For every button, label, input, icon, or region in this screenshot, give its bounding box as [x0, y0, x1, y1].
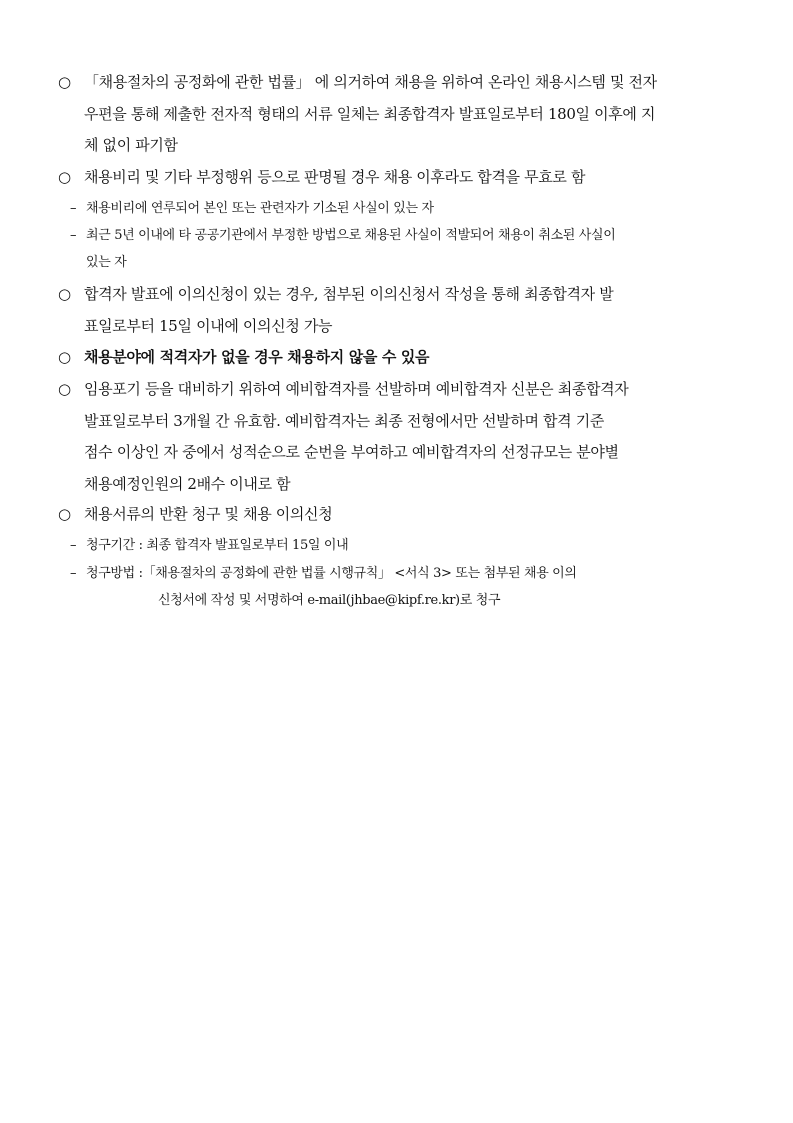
notice-line: 표일로부터 15일 이내에 이의신청 가능: [84, 316, 333, 335]
notice-line: 「채용절차의 공정화에 관한 법률」 에 의거하여 채용을 위하여 온라인 채용시스템 및 전자: [84, 73, 657, 91]
circle-bullet-icon: ○: [58, 348, 72, 366]
sub-line: 채용비리에 연루되어 본인 또는 관련자가 기소된 사실이 있는 자: [86, 201, 434, 216]
circle-bullet-icon: ○: [58, 380, 72, 398]
notice-item-document-disposal: [58, 67, 723, 162]
sub-line: 청구기간 : 최종 합격자 발표일로부터 15일 이내: [86, 538, 349, 553]
dash-bullet-icon: –: [70, 538, 77, 553]
sub-line: 청구방법 :「채용절차의 공정화에 관한 법률 시행규칙」 <서식 3> 또는 첨부된 채용 이의: [86, 566, 577, 581]
notice-line: 채용예정인원의 2배수 이내로 함: [84, 474, 291, 493]
notice-item-hiring-fraud: [58, 162, 723, 194]
notice-line: 우편을 통해 제출한 전자적 형태의 서류 일체는 최종합격자 발표일로부터 180일 이후에 지: [84, 104, 656, 123]
notice-line: 발표일로부터 3개월 간 유효함. 예비합격자는 최종 전형에서만 선발하며 합격 기준: [84, 411, 604, 430]
notice-item-reserve-candidates: [58, 374, 723, 500]
notice-line: 점수 이상인 자 중에서 성적순으로 순번을 부여하고 예비합격자의 선정규모는 분야별: [84, 443, 619, 461]
sub-item-request-period: [70, 532, 730, 559]
notice-line: 임용포기 등을 대비하기 위하여 예비합격자를 선발하며 예비합격자 신분은 최종합격자: [84, 380, 629, 398]
notice-line: 채용서류의 반환 청구 및 채용 이의신청: [84, 505, 333, 523]
circle-bullet-icon: ○: [58, 168, 72, 186]
sub-line: 신청서에 작성 및 서명하여 e-mail(jhbae@kipf.re.kr)로 청구: [158, 593, 501, 608]
sub-item-indicted: [70, 195, 730, 222]
circle-bullet-icon: ○: [58, 505, 72, 523]
notice-item-document-return: [58, 499, 723, 531]
dash-bullet-icon: –: [70, 228, 77, 243]
sub-item-request-method: [70, 560, 730, 614]
sub-line: 있는 자: [86, 255, 127, 270]
notice-line: 체 없이 파기함: [84, 136, 178, 154]
notice-item-objection: [58, 279, 723, 342]
circle-bullet-icon: ○: [58, 285, 72, 303]
notice-line: 채용분야에 적격자가 없을 경우 채용하지 않을 수 있음: [84, 348, 430, 366]
sub-line: 최근 5년 이내에 타 공공기관에서 부정한 방법으로 채용된 사실이 적발되어 채용이 취소된 사실이: [86, 228, 616, 243]
circle-bullet-icon: ○: [58, 73, 72, 91]
dash-bullet-icon: –: [70, 201, 77, 216]
notice-line: 합격자 발표에 이의신청이 있는 경우, 첨부된 이의신청서 작성을 통해 최종합격자 발: [84, 285, 614, 303]
sub-item-revoked-hire: [70, 222, 730, 276]
notice-item-no-qualified-candidate: [58, 342, 723, 374]
dash-bullet-icon: –: [70, 566, 77, 581]
notice-line: 채용비리 및 기타 부정행위 등으로 판명될 경우 채용 이후라도 합격을 무효로 함: [84, 168, 586, 186]
